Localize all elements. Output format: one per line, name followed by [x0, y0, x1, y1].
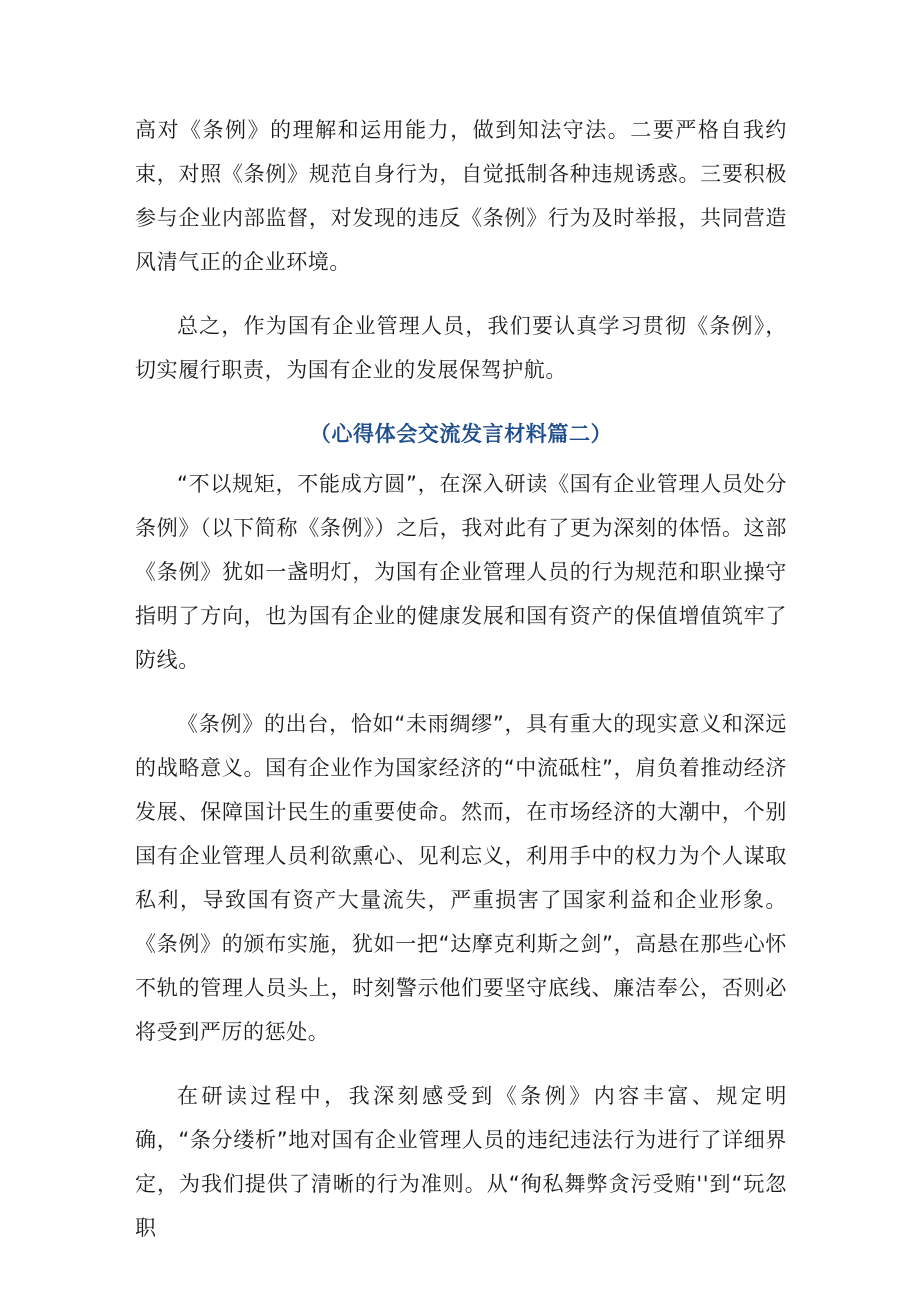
paragraph-intro: “不以规矩，不能成方圆”，在深入研读《国有企业管理人员处分条例》（以下简称《条例》）之后，我对此有了更为深刻的体悟。这部《条例》犹如一盏明灯，为国有企业管理人员的行为规范和职业操守指明了方向，也为国有企业的健康发展和国有资产的保值增值筑牢了防线。: [135, 472, 787, 672]
section-heading: （心得体会交流发言材料篇二）: [309, 422, 613, 446]
document-body: [135, 108, 787, 1270]
paragraph-study: 在研读过程中，我深刻感受到《条例》内容丰富、规定明确，“条分缕析”地对国有企业管理人员的违纪违法行为进行了详细界定，为我们提供了清晰的行为准则。从“徇私舞弊贪污受贿''到“玩忽职: [135, 1084, 787, 1240]
paragraph-summary: 总之，作为国有企业管理人员，我们要认真学习贯彻《条例》，切实履行职责，为国有企业的发展保驾护航。: [135, 314, 787, 382]
paragraph-continued: 高对《条例》的理解和运用能力，做到知法守法。二要严格自我约束，对照《条例》规范自身行为，自觉抵制各种违规诱惑。三要积极参与企业内部监督，对发现的违反《条例》行为及时举报，共同营造风清气正的企业环境。: [135, 118, 787, 274]
paragraph-significance: 《条例》的出台，恰如“未雨绸缪”，具有重大的现实意义和深远的战略意义。国有企业作为国家经济的“中流砥柱”，肩负着推动经济发展、保障国计民生的重要使命。然而，在市场经济的大潮中，个别国有企业管理人员利欲熏心、见利忘义，利用手中的权力为个人谋取私利，导致国有资产大量流失，严重损害了国家利益和企业形象。《条例》的颁布实施，犹如一把“达摩克利斯之剑”，高悬在那些心怀不轨的管理人员头上，时刻警示他们要坚守底线、廉洁奉公，否则必将受到严厉的惩处。: [135, 712, 787, 1044]
